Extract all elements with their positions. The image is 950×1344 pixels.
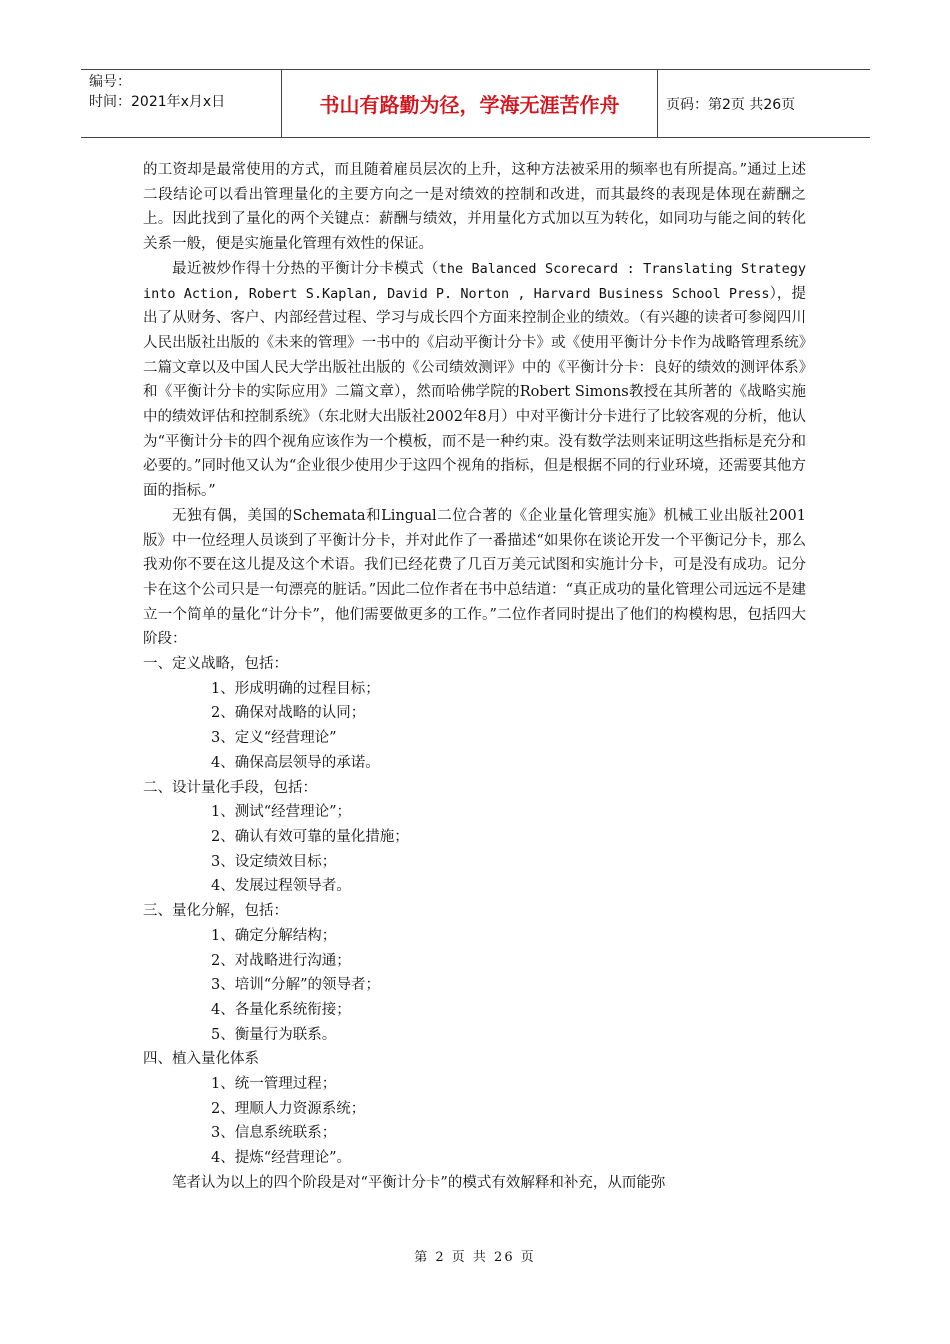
list-item: 4、提炼“经营理论”。 (211, 1150, 352, 1167)
paragraph-2-rest: ），提出了从财务、客户、内部经营过程、学习与成长四个方面来控制企业的绩效。（有兴趣的读者可参阅四川人民出版社出版的《未来的管理》一书中的《启动平衡计分卡》或《使用平衡计分卡作为战略管理系统》二篇文章以及中国人民大学出版社出版的《公司绩效测评》中的《平衡计分卡：良好的绩效的测评体系》和《平衡计分卡的实际应用》二篇文章），然而哈佛学院的Robert Simons教授在其所著的《战略实施中的绩效评估和控制系统》（东北财大出版社2002年8月）中对平衡计分卡进行了比较客观的分析，他认为“平衡计分卡的四个视角应该作为一个模板，而不是一种约束。没有数学法则来证明这些指标是充分和必要的。”同时他又认为“企业很少使用少于这四个视角的指标，但是根据不同的行业环境，还需要其他方面的指标。” (143, 285, 806, 500)
list-item: 4、发展过程领导者。 (211, 878, 351, 895)
list-item: 3、设定绩效目标； (211, 853, 337, 870)
time-label: 时间：2021年x月x日 (89, 94, 226, 110)
header-meta (81, 70, 282, 137)
document-body (143, 158, 806, 1196)
list-item: 1、测试“经营理论”； (211, 804, 352, 821)
list-item: 4、各量化系统衔接； (211, 1001, 351, 1018)
list-item: 5、衡量行为联系。 (211, 1026, 337, 1043)
paragraph-2 (143, 257, 806, 504)
paragraph-3: 无独有偶，美国的Schemata和Lingual二位合著的《企业量化管理实施》机械工业出版社2001版》中一位经理人员谈到了平衡计分卡，并对此作了一番描述“如果你在谈论开发一个平衡记分卡，那么我劝你不要在这儿提及这个术语。我们已经花费了几百万美元试图和实施计分卡，可是没有成功。记分卡在这个公司只是一句漂亮的脏话。”因此二位作者在书中总结道：“真正成功的量化管理公司远远不是建立一个简单的量化“计分卡”，他们需要做更多的工作。”二位作者同时提出了他们的构模构思，包括四大阶段： (143, 507, 806, 648)
header-motto: 书山有路勤为径，学海无涯苦作舟 (282, 70, 658, 137)
list-item: 3、培训“分解”的领导者； (211, 977, 381, 994)
number-label: 编号： (89, 74, 131, 90)
page-footer: 第 2 页 共 26 页 (414, 1250, 536, 1265)
header-page-info: 页码：第2页 共26页 (666, 96, 796, 113)
page-header (81, 69, 870, 138)
section-title: 二、设计量化手段，包括： (143, 779, 317, 796)
list-item: 4、确保高层领导的承诺。 (211, 754, 380, 771)
section-title: 四、植入量化体系 (143, 1051, 259, 1068)
section-title: 三、量化分解，包括： (143, 903, 288, 920)
list-item: 1、形成明确的过程目标； (211, 680, 380, 697)
list-item: 3、信息系统联系； (211, 1125, 337, 1142)
paragraph-1: 的工资却是最常使用的方式，而且随着雇员层次的上升，这种方法被采用的频率也有所提高。”通过上述二段结论可以看出管理量化的主要方向之一是对绩效的控制和改进，而其最终的表现是体现在薪酬之上。因此找到了量化的两个关键点：薪酬与绩效，并用量化方式加以互为转化，如同功与能之间的转化关系一般，便是实施量化管理有效性的保证。 (143, 162, 806, 253)
paragraph-2-lead: 最近被炒作得十分热的平衡计分卡模式（ (172, 260, 439, 277)
paragraph-last: 笔者认为以上的四个阶段是对“平衡计分卡”的模式有效解释和补充，从而能弥 (172, 1174, 666, 1191)
section-title: 一、定义战略，包括： (143, 656, 288, 673)
list-item: 1、确定分解结构； (211, 927, 337, 944)
list-item: 1、统一管理过程； (211, 1076, 337, 1093)
list-item: 2、确保对战略的认同； (211, 705, 366, 722)
list-item: 2、理顺人力资源系统； (211, 1100, 366, 1117)
list-item: 2、确认有效可靠的量化措施； (211, 828, 409, 845)
paragraph-2-citation: the Balanced Scorecard : Translating Strategy into Action, Robert S.Kaplan, David P. Norton , Harvard Business School Press (143, 260, 807, 302)
list-item: 3、定义“经营理论” (211, 730, 337, 747)
list-item: 2、对战略进行沟通； (211, 952, 351, 969)
